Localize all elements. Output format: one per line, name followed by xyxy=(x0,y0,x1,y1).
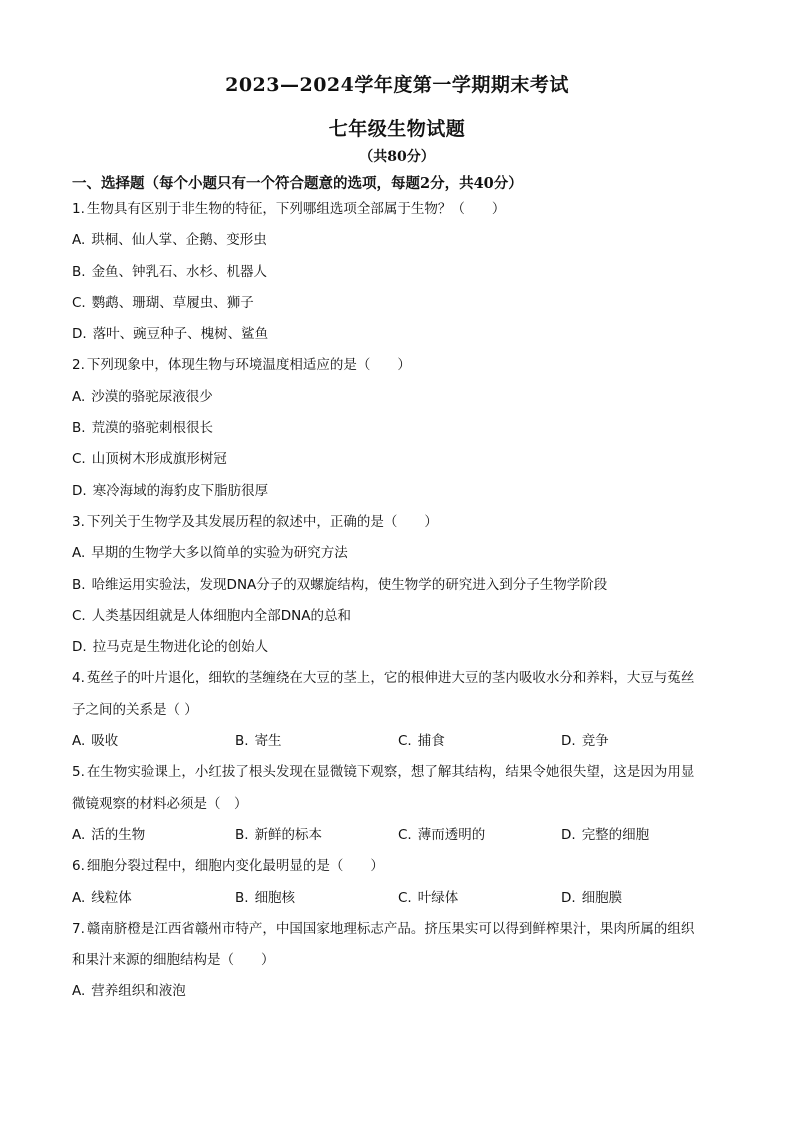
answer-option xyxy=(235,887,398,918)
option-label: B. xyxy=(235,826,249,843)
question-number: 2. xyxy=(72,357,85,374)
question-stem-text: 下列现象中，体现生物与环境温度相适应的是（ ） xyxy=(86,357,411,374)
option-text: 活的生物 xyxy=(91,826,146,843)
option-label: B. xyxy=(72,263,86,280)
total-score: （共80分） xyxy=(359,149,435,165)
answer-option xyxy=(235,824,398,855)
option-label: D. xyxy=(561,826,576,843)
option-text: 寄生 xyxy=(254,733,282,750)
option-text: 细胞膜 xyxy=(581,889,623,906)
answer-option xyxy=(72,730,235,761)
option-text: 沙漠的骆驼尿液很少 xyxy=(91,388,213,405)
answer-option xyxy=(72,480,732,511)
option-text: 竞争 xyxy=(581,733,609,750)
option-label: B. xyxy=(72,420,86,437)
question-stem-line xyxy=(72,511,732,542)
question-number: 1. xyxy=(72,201,85,217)
option-text: 线粒体 xyxy=(91,889,132,906)
answer-option xyxy=(72,574,732,605)
option-label: B. xyxy=(72,576,86,593)
option-label: D. xyxy=(561,889,576,906)
option-label: C. xyxy=(398,733,412,750)
option-text: 哈维运用实验法，发现DNA分子的双螺旋结构，使生物学的研究进入到分子生物学阶段 xyxy=(91,576,608,593)
question-stem-text: 细胞分裂过程中，细胞内变化最明显的是（ ） xyxy=(86,858,384,875)
answer-option xyxy=(72,824,235,855)
question-number: 7. xyxy=(72,920,85,937)
answer-option xyxy=(561,730,724,761)
option-label: D. xyxy=(72,326,87,343)
option-label: D. xyxy=(72,482,87,499)
answer-option xyxy=(72,448,732,479)
answer-option xyxy=(72,417,732,448)
option-label: A. xyxy=(72,826,86,843)
option-row xyxy=(72,730,732,761)
exam-subtitle: 七年级生物试题 xyxy=(328,118,466,140)
option-label: C. xyxy=(72,451,86,468)
answer-option xyxy=(72,542,732,573)
answer-option xyxy=(72,229,732,260)
option-text: 落叶、豌豆种子、槐树、鲨鱼 xyxy=(92,326,269,343)
option-text: 山顶树木形成旗形树冠 xyxy=(91,451,227,468)
option-text: 鹦鹉、珊瑚、草履虫、狮子 xyxy=(91,294,254,311)
section-heading: 一、选择题（每个小题只有一个符合题意的选项，每题2分，共40分） xyxy=(72,175,523,192)
question-stem-line xyxy=(72,918,732,949)
answer-option xyxy=(72,605,732,636)
question-stem-line xyxy=(72,949,732,980)
option-label: B. xyxy=(235,733,249,750)
option-text: 寒冷海域的海豹皮下脂肪很厚 xyxy=(92,482,269,499)
option-label: A. xyxy=(72,545,86,562)
question-stem-line xyxy=(72,855,732,886)
option-label: C. xyxy=(72,607,86,624)
question-stem-text: 子之间的关系是（ ） xyxy=(72,701,198,718)
option-text: 新鲜的标本 xyxy=(254,826,323,843)
question-number: 4. xyxy=(72,670,85,687)
option-text: 薄而透明的 xyxy=(417,826,486,843)
question-stem-line xyxy=(72,354,732,385)
question-stem-line xyxy=(72,793,732,824)
option-label: A. xyxy=(72,232,86,249)
option-text: 吸收 xyxy=(91,733,119,750)
option-text: 拉马克是生物进化论的创始人 xyxy=(92,639,269,656)
option-label: A. xyxy=(72,889,86,906)
option-text: 捕食 xyxy=(417,733,445,750)
option-label: A. xyxy=(72,388,86,405)
option-label: C. xyxy=(72,294,86,311)
question-number: 3. xyxy=(72,513,85,530)
option-text: 金鱼、钟乳石、水杉、机器人 xyxy=(91,263,268,280)
question-number: 5. xyxy=(72,764,85,781)
question-stem-text: 微镜观察的材料必须是（ ） xyxy=(72,795,248,812)
question-list xyxy=(72,198,732,1012)
question-stem-text: 下列关于生物学及其发展历程的叙述中，正确的是（ ） xyxy=(86,513,438,530)
question-stem-line xyxy=(72,699,732,730)
answer-option xyxy=(72,292,732,323)
question-stem-text: 菟丝子的叶片退化，细软的茎缠绕在大豆的茎上，它的根伸进大豆的茎内吸收水分和养料，大豆与菟丝 xyxy=(86,670,695,687)
answer-option xyxy=(398,730,561,761)
question-stem-line xyxy=(72,761,732,792)
option-label: C. xyxy=(398,826,412,843)
answer-option xyxy=(72,887,235,918)
option-text: 荒漠的骆驼刺根很长 xyxy=(91,420,214,437)
answer-option xyxy=(398,824,561,855)
option-text: 完整的细胞 xyxy=(581,826,650,843)
option-text: 人类基因组就是人体细胞内全部DNA的总和 xyxy=(91,607,351,624)
answer-option xyxy=(72,636,732,667)
exam-title: 2023—2024学年度第一学期期末考试 xyxy=(225,74,569,96)
option-row xyxy=(72,824,732,855)
answer-option xyxy=(398,887,561,918)
question-stem-text: 生物具有区别于非生物的特征，下列哪组选项全部属于生物？（ ） xyxy=(86,201,506,217)
option-text: 珙桐、仙人掌、企鹅、变形虫 xyxy=(91,232,267,249)
option-text: 营养组织和液泡 xyxy=(91,983,186,1000)
question-stem-line xyxy=(72,667,732,698)
option-label: A. xyxy=(72,983,86,1000)
answer-option xyxy=(235,730,398,761)
option-text: 细胞核 xyxy=(254,889,296,906)
answer-option xyxy=(72,323,732,354)
option-text: 叶绿体 xyxy=(417,889,459,906)
answer-option xyxy=(72,261,732,292)
answer-option xyxy=(561,887,724,918)
option-label: D. xyxy=(72,639,87,656)
option-label: D. xyxy=(561,733,576,750)
option-text: 早期的生物学大多以简单的实验为研究方法 xyxy=(91,545,348,562)
question-number: 6. xyxy=(72,858,85,875)
question-stem-text: 赣南脐橙是江西省赣州市特产，中国国家地理标志产品。挤压果实可以得到鲜榨果汁，果肉所属的组织 xyxy=(86,920,695,937)
option-row xyxy=(72,887,732,918)
option-label: A. xyxy=(72,733,86,750)
answer-option xyxy=(72,980,732,1011)
option-label: B. xyxy=(235,889,249,906)
question-stem-text: 在生物实验课上，小红拔了根头发现在显微镜下观察，想了解其结构，结果令她很失望，这是因为用显 xyxy=(86,764,695,781)
question-stem-line xyxy=(72,198,732,229)
answer-option xyxy=(72,386,732,417)
question-stem-text: 和果汁来源的细胞结构是（ ） xyxy=(72,952,275,969)
option-label: C. xyxy=(398,889,412,906)
answer-option xyxy=(561,824,724,855)
